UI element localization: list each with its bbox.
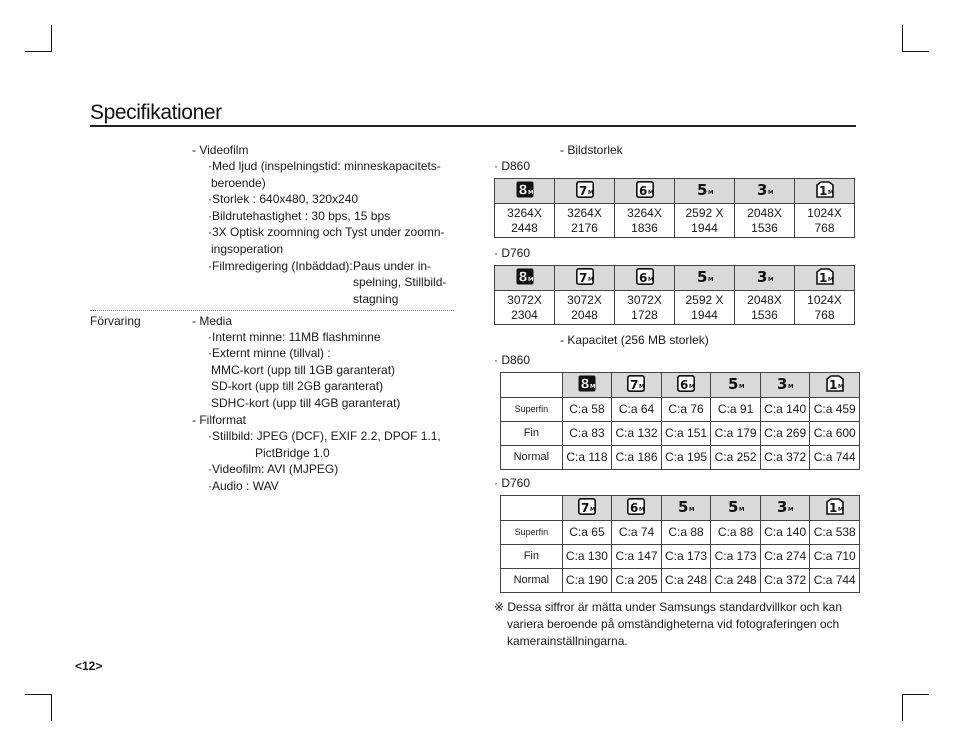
media-item: SD-kort (upp till 2GB garanterat)	[211, 379, 384, 393]
svg-text:7: 7	[578, 183, 587, 198]
svg-text:1: 1	[828, 500, 838, 515]
resolution-7m-icon	[627, 375, 645, 396]
size-icon-cell	[495, 179, 555, 204]
resolution-cell: 2048X 1536	[735, 291, 795, 325]
table-row	[501, 521, 860, 545]
image-size-table-d860	[494, 178, 855, 238]
corner-cell	[501, 496, 563, 521]
capacity-icon-cell	[810, 373, 860, 398]
resolution-3m-icon	[776, 498, 794, 519]
size-icon-cell	[615, 179, 675, 204]
capacity-icon-cell	[760, 496, 810, 521]
resolution-6m-icon	[627, 498, 645, 519]
media-item: ·Externt minne (tillval) :	[208, 346, 331, 360]
footnote-line2: variera beroende på omständigheterna vid fotograferingen och	[507, 617, 840, 631]
svg-text:M: M	[767, 189, 773, 196]
svg-text:M: M	[639, 383, 645, 390]
videofilm-editing-value-1: Paus under in-	[353, 259, 432, 273]
capacity-cell: C:a 459	[810, 398, 860, 422]
resolution-1m-icon	[816, 268, 834, 289]
resolution-1m-icon	[826, 375, 844, 396]
resolution-3m-icon	[776, 375, 794, 396]
resolution-cell: 2592 X 1944	[675, 291, 735, 325]
svg-text:M: M	[589, 383, 596, 390]
capacity-table-d760	[500, 495, 860, 593]
svg-text:M: M	[767, 276, 773, 283]
svg-text:M: M	[527, 189, 533, 196]
quality-label: Fin	[501, 545, 563, 569]
fileformat-header: - Filformat	[192, 413, 246, 427]
svg-text:M: M	[527, 276, 533, 283]
videofilm-header: - Videofilm	[192, 143, 249, 157]
page-number: <12>	[75, 659, 103, 673]
capacity-cell: C:a 76	[661, 398, 711, 422]
capacity-cell: C:a 58	[562, 398, 612, 422]
capacity-cell: C:a 140	[760, 521, 810, 545]
resolution-8m-icon	[516, 181, 534, 202]
resolution-cell: 1024X 768	[795, 291, 855, 325]
section-divider	[90, 310, 454, 311]
svg-text:M: M	[738, 506, 745, 513]
svg-text:M: M	[689, 506, 695, 513]
capacity-cell: C:a 147	[612, 545, 662, 569]
capacity-icon-cell	[661, 496, 711, 521]
capacity-cell: C:a 205	[612, 569, 662, 593]
svg-text:M: M	[707, 276, 713, 283]
capacity-icon-cell	[711, 496, 761, 521]
quality-label: Superfin	[501, 521, 563, 545]
svg-text:7: 7	[630, 377, 639, 392]
svg-text:3: 3	[756, 267, 767, 285]
capacity-cell: C:a 151	[661, 422, 711, 446]
crop-mark	[51, 25, 52, 52]
svg-text:5: 5	[678, 497, 689, 515]
table-row	[501, 545, 860, 569]
svg-text:7: 7	[580, 500, 590, 515]
quality-label: Superfin	[501, 398, 563, 422]
resolution-5m-icon	[727, 375, 745, 396]
page-title: Specifikationer	[90, 101, 222, 124]
svg-text:M: M	[827, 189, 833, 196]
svg-text:M: M	[707, 189, 713, 196]
svg-text:M: M	[647, 276, 653, 283]
capacity-cell: C:a 132	[612, 422, 662, 446]
capacity-cell: C:a 118	[562, 446, 612, 470]
svg-text:5: 5	[727, 374, 739, 392]
media-header: - Media	[192, 314, 233, 328]
svg-text:M: M	[587, 189, 593, 196]
capacity-cell: C:a 140	[760, 398, 810, 422]
crop-mark	[25, 51, 52, 52]
quality-label: Fin	[501, 422, 563, 446]
fileformat-still-line2: PictBridge 1.0	[255, 446, 330, 460]
capacity-icon-cell	[612, 373, 662, 398]
capacity-cell: C:a 173	[711, 545, 761, 569]
capacity-icon-cell	[562, 373, 612, 398]
media-item: ·Internt minne: 11MB flashminne	[208, 330, 381, 344]
svg-text:5: 5	[696, 180, 707, 198]
table-row	[501, 446, 860, 470]
resolution-8m-icon	[578, 375, 596, 396]
table-row	[501, 398, 860, 422]
svg-text:M: M	[639, 506, 645, 513]
capacity-icon-cell	[760, 373, 810, 398]
capacity-cell: C:a 710	[810, 545, 860, 569]
svg-text:6: 6	[680, 377, 689, 392]
title-rule	[90, 125, 856, 127]
capacity-cell: C:a 248	[661, 569, 711, 593]
resolution-5m-icon	[677, 498, 695, 519]
capacity-cell: C:a 83	[562, 422, 612, 446]
crop-mark	[25, 694, 52, 695]
capacity-cell: C:a 744	[810, 446, 860, 470]
videofilm-size: ·Storlek : 640x480, 320x240	[208, 192, 359, 206]
resolution-5m-icon	[696, 181, 714, 202]
capacity-cell: C:a 91	[711, 398, 761, 422]
resolution-6m-icon	[636, 181, 654, 202]
capacity-cell: C:a 88	[711, 521, 761, 545]
resolution-3m-icon	[756, 268, 774, 289]
svg-text:M: M	[689, 383, 695, 390]
resolution-1m-icon	[816, 181, 834, 202]
svg-text:6: 6	[638, 270, 647, 285]
capacity-icon-cell	[711, 373, 761, 398]
capacity-cell: C:a 744	[810, 569, 860, 593]
capacity-cell: C:a 64	[612, 398, 662, 422]
capacity-cell: C:a 190	[562, 569, 612, 593]
svg-text:M: M	[647, 189, 653, 196]
svg-text:8: 8	[580, 377, 590, 392]
videofilm-zoom-line2: ingsoperation	[211, 242, 284, 256]
corner-cell	[501, 373, 563, 398]
capacity-icon-cell	[562, 496, 612, 521]
capacity-cell: C:a 74	[612, 521, 662, 545]
capacity-icon-cell	[612, 496, 662, 521]
image-size-table-d760	[494, 265, 855, 325]
svg-text:1: 1	[818, 270, 827, 285]
svg-text:5: 5	[727, 497, 739, 515]
capacity-header: - Kapacitet (256 MB storlek)	[560, 333, 709, 347]
capacity-cell: C:a 274	[760, 545, 810, 569]
resolution-cell: 1024X 768	[795, 204, 855, 238]
videofilm-audio-line2: beroende)	[211, 176, 266, 190]
size-icon-cell	[495, 266, 555, 291]
svg-text:1: 1	[828, 377, 838, 392]
size-icon-cell	[735, 266, 795, 291]
size-icon-cell	[675, 179, 735, 204]
capacity-cell: C:a 538	[810, 521, 860, 545]
capacity-cell: C:a 248	[711, 569, 761, 593]
capacity-cell: C:a 88	[661, 521, 711, 545]
quality-label: Normal	[501, 569, 563, 593]
svg-text:3: 3	[777, 374, 788, 392]
svg-text:5: 5	[696, 267, 707, 285]
svg-text:3: 3	[756, 180, 767, 198]
capacity-cell: C:a 372	[760, 569, 810, 593]
size-icon-cell	[555, 266, 615, 291]
svg-text:M: M	[788, 506, 794, 513]
resolution-7m-icon	[576, 181, 594, 202]
model-label-d760-size: · D760	[494, 246, 531, 260]
svg-text:8: 8	[518, 183, 528, 198]
resolution-cell: 3264X 2176	[555, 204, 615, 238]
model-label-d760-capacity: · D760	[494, 476, 531, 490]
size-icon-cell	[795, 179, 855, 204]
size-icon-cell	[555, 179, 615, 204]
capacity-icon-cell	[810, 496, 860, 521]
resolution-cell: 2048X 1536	[735, 204, 795, 238]
videofilm-zoom-line1: ·3X Optisk zoomning och Tyst under zoomn-	[208, 225, 445, 239]
svg-text:3: 3	[777, 497, 788, 515]
resolution-6m-icon	[636, 268, 654, 289]
resolution-7m-icon	[578, 498, 596, 519]
fileformat-video: ·Videofilm: AVI (MJPEG)	[208, 462, 339, 476]
resolution-cell: 3072X 2304	[495, 291, 555, 325]
size-icon-cell	[615, 266, 675, 291]
media-item: MMC-kort (upp till 1GB garanterat)	[211, 363, 396, 377]
svg-text:M: M	[837, 383, 844, 390]
crop-mark	[902, 51, 929, 52]
size-icon-cell	[795, 266, 855, 291]
capacity-cell: C:a 186	[612, 446, 662, 470]
capacity-cell: C:a 179	[711, 422, 761, 446]
capacity-table-d860	[500, 372, 860, 470]
videofilm-editing-value-2: spelning, Stillbild-	[353, 275, 447, 289]
model-label-d860-capacity: · D860	[494, 353, 531, 367]
capacity-cell: C:a 252	[711, 446, 761, 470]
capacity-icon-cell	[661, 373, 711, 398]
capacity-cell: C:a 130	[562, 545, 612, 569]
svg-text:1: 1	[818, 183, 827, 198]
model-label-d860-size: · D860	[494, 159, 531, 173]
videofilm-editing-label: ·Filmredigering (Inbäddad):	[208, 259, 353, 273]
svg-text:M: M	[589, 506, 596, 513]
fileformat-still-line1: ·Stillbild: JPEG (DCF), EXIF 2.2, DPOF 1.1,	[208, 429, 441, 443]
capacity-cell: C:a 600	[810, 422, 860, 446]
fileformat-audio: ·Audio : WAV	[208, 479, 279, 493]
size-icon-cell	[675, 266, 735, 291]
videofilm-framerate: ·Bildrutehastighet : 30 bps, 15 bps	[208, 209, 391, 223]
svg-text:M: M	[837, 506, 844, 513]
image-size-header: - Bildstorlek	[560, 143, 623, 157]
resolution-6m-icon	[677, 375, 695, 396]
svg-text:8: 8	[518, 270, 528, 285]
footnote-line3: kamerainställningarna.	[507, 634, 628, 648]
capacity-cell: C:a 65	[562, 521, 612, 545]
resolution-1m-icon	[826, 498, 844, 519]
svg-text:M: M	[738, 383, 745, 390]
size-icon-cell	[735, 179, 795, 204]
resolution-5m-icon	[727, 498, 745, 519]
resolution-5m-icon	[696, 268, 714, 289]
crop-mark	[902, 25, 903, 52]
capacity-cell: C:a 195	[661, 446, 711, 470]
crop-mark	[51, 694, 52, 721]
resolution-7m-icon	[576, 268, 594, 289]
capacity-cell: C:a 372	[760, 446, 810, 470]
resolution-cell: 3264X 2448	[495, 204, 555, 238]
svg-text:6: 6	[638, 183, 647, 198]
resolution-cell: 2592 X 1944	[675, 204, 735, 238]
svg-text:7: 7	[578, 270, 587, 285]
svg-text:M: M	[827, 276, 833, 283]
resolution-8m-icon	[516, 268, 534, 289]
table-row	[501, 569, 860, 593]
crop-mark	[902, 694, 903, 721]
quality-label: Normal	[501, 446, 563, 470]
svg-text:M: M	[788, 383, 794, 390]
capacity-cell: C:a 173	[661, 545, 711, 569]
videofilm-audio-line1: ·Med ljud (inspelningstid: minneskapacitets-	[208, 159, 441, 173]
storage-label: Förvaring	[90, 314, 141, 328]
table-row	[501, 422, 860, 446]
crop-mark	[902, 694, 929, 695]
capacity-cell: C:a 269	[760, 422, 810, 446]
svg-text:M: M	[587, 276, 593, 283]
footnote-line1: ※ Dessa siffror är mätta under Samsungs standardvillkor och kan	[494, 600, 842, 614]
resolution-cell: 3072X 2048	[555, 291, 615, 325]
media-item: SDHC-kort (upp till 4GB garanterat)	[211, 396, 401, 410]
resolution-3m-icon	[756, 181, 774, 202]
videofilm-editing-value-3: stagning	[353, 292, 399, 306]
resolution-cell: 3072X 1728	[615, 291, 675, 325]
svg-text:6: 6	[630, 500, 639, 515]
resolution-cell: 3264X 1836	[615, 204, 675, 238]
